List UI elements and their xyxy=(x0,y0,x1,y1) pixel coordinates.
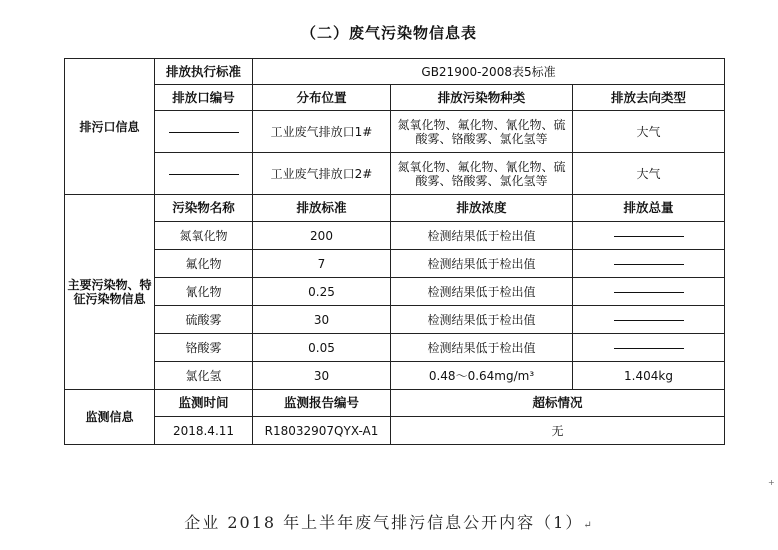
monitoring-time: 2018.4.11 xyxy=(155,417,253,445)
pollutant-standard: 30 xyxy=(253,362,391,390)
col-header: 监测时间 xyxy=(155,390,253,417)
col-header: 监测报告编号 xyxy=(253,390,391,417)
col-header: 排放浓度 xyxy=(391,195,573,222)
pollutant-name: 氮氧化物 xyxy=(155,222,253,250)
pollutant-concentration: 检测结果低于检出值 xyxy=(391,222,573,250)
outlet-pollutants: 氮氧化物、氟化物、氰化物、硫酸雾、铬酸雾、氯化氢等 xyxy=(391,153,573,195)
pollutant-total xyxy=(573,334,725,362)
col-header: 分布位置 xyxy=(253,85,391,111)
pollutant-concentration: 检测结果低于检出值 xyxy=(391,306,573,334)
table-row xyxy=(65,417,725,445)
table-row xyxy=(65,85,725,111)
table-row xyxy=(65,59,725,85)
table-row xyxy=(65,195,725,222)
col-header: 排放标准 xyxy=(253,195,391,222)
standard-value: GB21900-2008表5标准 xyxy=(253,59,725,85)
exceed-status: 无 xyxy=(391,417,725,445)
pollutant-standard: 7 xyxy=(253,250,391,278)
table-row xyxy=(65,111,725,153)
table-title: （二）废气污染物信息表 xyxy=(300,24,477,42)
pollutant-section-label: 主要污染物、特征污染物信息 xyxy=(65,195,155,390)
pollutant-name: 铬酸雾 xyxy=(155,334,253,362)
pollutant-total xyxy=(573,278,725,306)
col-header: 排放口编号 xyxy=(155,85,253,111)
caption xyxy=(0,510,778,533)
table-row xyxy=(65,334,725,362)
col-header: 排放去向类型 xyxy=(573,85,725,111)
blank-line xyxy=(614,292,684,293)
blank-line xyxy=(169,174,239,175)
outlet-pollutants: 氮氧化物、氟化物、氰化物、硫酸雾、铬酸雾、氯化氢等 xyxy=(391,111,573,153)
pollutant-name: 氰化物 xyxy=(155,278,253,306)
anchor-mark: + xyxy=(768,478,775,487)
outlet-destination: 大气 xyxy=(573,111,725,153)
table-row xyxy=(65,222,725,250)
blank-line xyxy=(614,320,684,321)
pollutant-total xyxy=(573,250,725,278)
pollutant-concentration: 检测结果低于检出值 xyxy=(391,250,573,278)
blank-line xyxy=(614,348,684,349)
col-header: 排放总量 xyxy=(573,195,725,222)
pollutant-concentration: 0.48～0.64mg/m³ xyxy=(391,362,573,390)
col-header: 排放污染物种类 xyxy=(391,85,573,111)
emission-info-table xyxy=(64,58,725,445)
pollutant-standard: 0.25 xyxy=(253,278,391,306)
pollutant-name: 氯化氢 xyxy=(155,362,253,390)
blank-line xyxy=(614,264,684,265)
pollutant-total xyxy=(573,306,725,334)
outlet-location: 工业废气排放口1# xyxy=(253,111,391,153)
table-row xyxy=(65,362,725,390)
pollutant-standard: 0.05 xyxy=(253,334,391,362)
table-row xyxy=(65,390,725,417)
pollutant-name: 硫酸雾 xyxy=(155,306,253,334)
outlet-location: 工业废气排放口2# xyxy=(253,153,391,195)
outlet-destination: 大气 xyxy=(573,153,725,195)
blank-line xyxy=(169,132,239,133)
standard-label: 排放执行标准 xyxy=(155,59,253,85)
table-row xyxy=(65,278,725,306)
pollutant-name: 氟化物 xyxy=(155,250,253,278)
pollutant-total xyxy=(573,222,725,250)
pollutant-standard: 200 xyxy=(253,222,391,250)
table-row xyxy=(65,306,725,334)
caption-text: 企业 2018 年上半年废气排污信息公开内容（1） xyxy=(184,513,584,532)
outlet-id-blank xyxy=(155,153,253,195)
col-header: 污染物名称 xyxy=(155,195,253,222)
outlet-section-label: 排污口信息 xyxy=(65,59,155,195)
pollutant-concentration: 检测结果低于检出值 xyxy=(391,334,573,362)
pollutant-standard: 30 xyxy=(253,306,391,334)
blank-line xyxy=(614,236,684,237)
table-row xyxy=(65,153,725,195)
table-row xyxy=(65,250,725,278)
monitoring-section-label: 监测信息 xyxy=(65,390,155,445)
outlet-id-blank xyxy=(155,111,253,153)
pollutant-concentration: 检测结果低于检出值 xyxy=(391,278,573,306)
paragraph-mark-icon: ↵ xyxy=(583,520,594,531)
pollutant-total: 1.404kg xyxy=(573,362,725,390)
col-header: 超标情况 xyxy=(391,390,725,417)
monitoring-report-no: R18032907QYX-A1 xyxy=(253,417,391,445)
